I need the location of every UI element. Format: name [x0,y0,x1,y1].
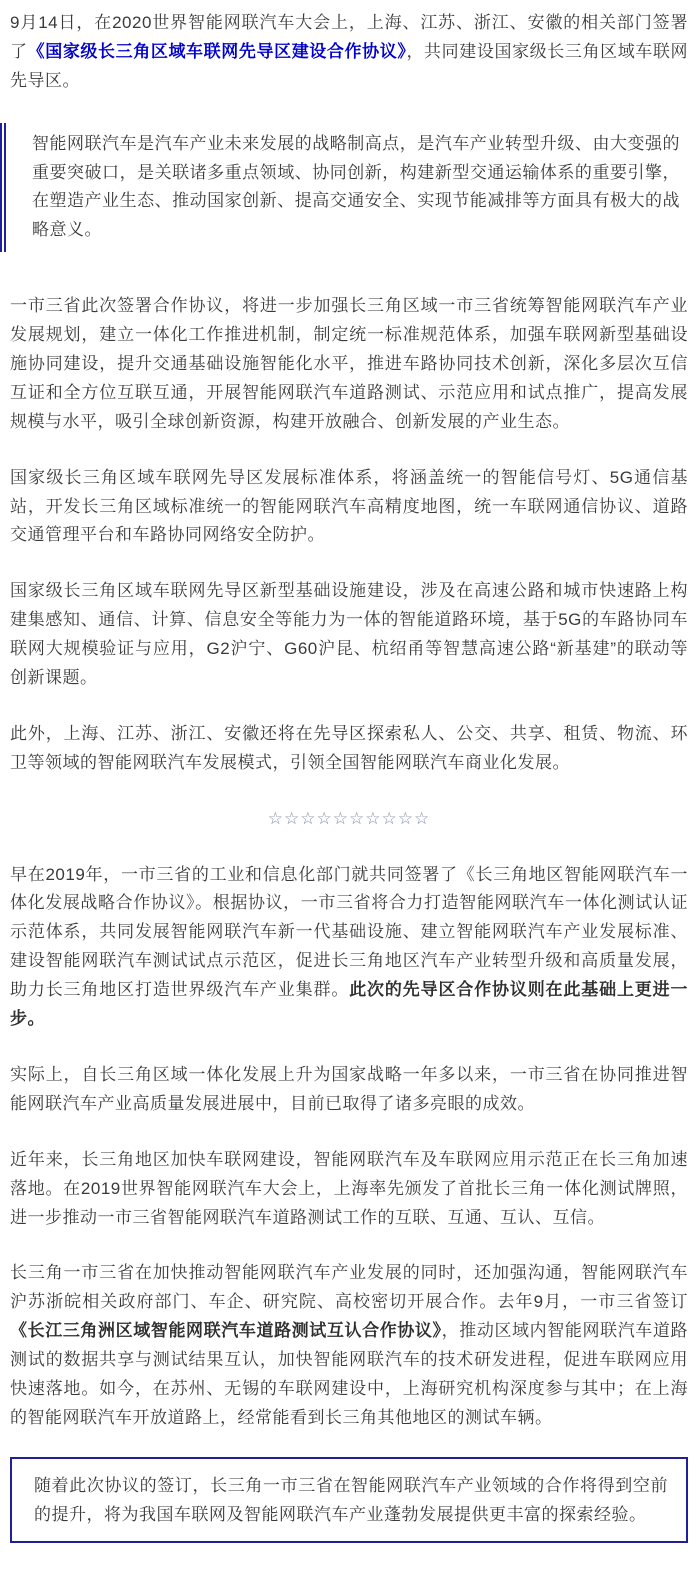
paragraph: 国家级长三角区域车联网先导区新型基础设施建设，涉及在高速公路和城市快速路上构建集感知、通信、计算、信息安全等能力为一体的智能道路环境，基于5G的车路协同车联网大规模验证与应用，G2沪宁、G60沪昆、杭绍甬等智慧高速公路“新基建”的联动等创新课题。 [10,581,688,688]
agreement-title-link[interactable]: 《国家级长三角区域车联网先导区建设合作协议》 [27,41,407,61]
emphasis-text: 此次的先导区合作协议则在此基础上更进一步。 [10,980,689,1029]
paragraph-text: ，推动区域内智能网联汽车道路测试的数据共享与测试结果互认，加快智能网联汽车的技术研发进程，促进车联网应用快速落地。如今，在苏州、无锡的车联网建设中，上海研究机构深度参与其中；在上海的智能网联汽车开放道路上，经常能看到长三角其他地区的测试车辆。 [10,1321,689,1427]
highlight-quote-block [0,123,688,253]
paragraph: 近年来，长三角地区加快车联网建设，智能网联汽车及车联网应用示范正在长三角加速落地。在2019世界智能网联汽车大会上，上海率先颁发了首批长三角一体化测试牌照，进一步推动一市三省智能网联汽车道路测试工作的互联、互通、互认、互信。 [10,1149,688,1227]
paragraph [10,861,688,1034]
paragraph: 一市三省此次签署合作协议，将进一步加强长三角区域一市三省统筹智能网联汽车产业发展规划，建立一体化工作推进机制，制定统一标准规范体系，加强车联网新型基础设施协同建设，提升交通基础设施智能化水平，推进车路协同技术创新，深化多层次互信互证和全方位互联互通，开展智能网联汽车道路测试、示范应用和试点推广，提高发展规模与水平，吸引全球创新资源，构建开放融合、创新发展的产业生态。 [10,296,688,431]
closing-note-box [10,1457,688,1543]
paragraph: 此外，上海、江苏、浙江、安徽还将在先导区探索私人、公交、共享、租赁、物流、环卫等领域的智能网联汽车发展模式，引领全国智能网联汽车商业化发展。 [10,723,688,772]
paragraph: 国家级长三角区域车联网先导区发展标准体系，将涵盖统一的智能信号灯、5G通信基站，开发长三角区域标准统一的智能网联汽车高精度地图，统一车联网通信协议、道路交通管理平台和车路协同网络安全防护。 [10,467,688,545]
paragraph: 实际上，自长三角区域一体化发展上升为国家战略一年多以来，一市三省在协同推进智能网联汽车产业高质量发展进展中，目前已取得了诸多亮眼的成效。 [10,1064,688,1113]
quote-text: 智能网联汽车是汽车产业未来发展的战略制高点，是汽车产业转型升级、由大变强的重要突破口，是关联诸多重点领域、协同创新，构建新型交通运输体系的重要引擎，在塑造产业生态、推动国家创新、提高交通安全、实现节能减排等方面具有极大的战略意义。 [32,133,680,240]
intro-paragraph [10,9,688,96]
paragraph-text: 早在2019年，一市三省的工业和信息化部门就共同签署了《长三角地区智能网联汽车一体化发展战略合作协议》。根据协议，一市三省将合力打造智能网联汽车一体化测试认证示范体系，共同发展智能网联汽车新一代基础设施、建立智能网联汽车产业发展标准、建设智能网联汽车测试试点示范区，促进长三角地区汽车产业转型升级和高质量发展，助力长三角地区打造世界级汽车产业集群。 [10,864,688,1000]
paragraph-text: 长三角一市三省在加快推动智能网联汽车产业发展的同时，还加强沟通，智能网联汽车沪苏浙皖相关政府部门、车企、研究院、高校密切开展合作。去年9月，一市三省签订 [10,1263,688,1312]
paragraph [10,1259,688,1432]
paragraph-text: ，共同建设国家级长三角区域车联网先导区。 [10,41,689,90]
paragraph-text: 9月14日，在2020世界智能网联汽车大会上，上海、江苏、浙江、安徽的相关部门签署了 [10,13,688,61]
agreement-title-bold: 《长江三角洲区域智能网联汽车道路测试互认合作协议》 [10,1321,442,1341]
closing-note-text: 随着此次协议的签订，长三角一市三省在智能网联汽车产业领域的合作将得到空前的提升，将为我国车联网及智能网联汽车产业蓬勃发展提供更丰富的探索经验。 [34,1475,668,1524]
star-divider: ☆☆☆☆☆☆☆☆☆☆ [267,808,431,828]
